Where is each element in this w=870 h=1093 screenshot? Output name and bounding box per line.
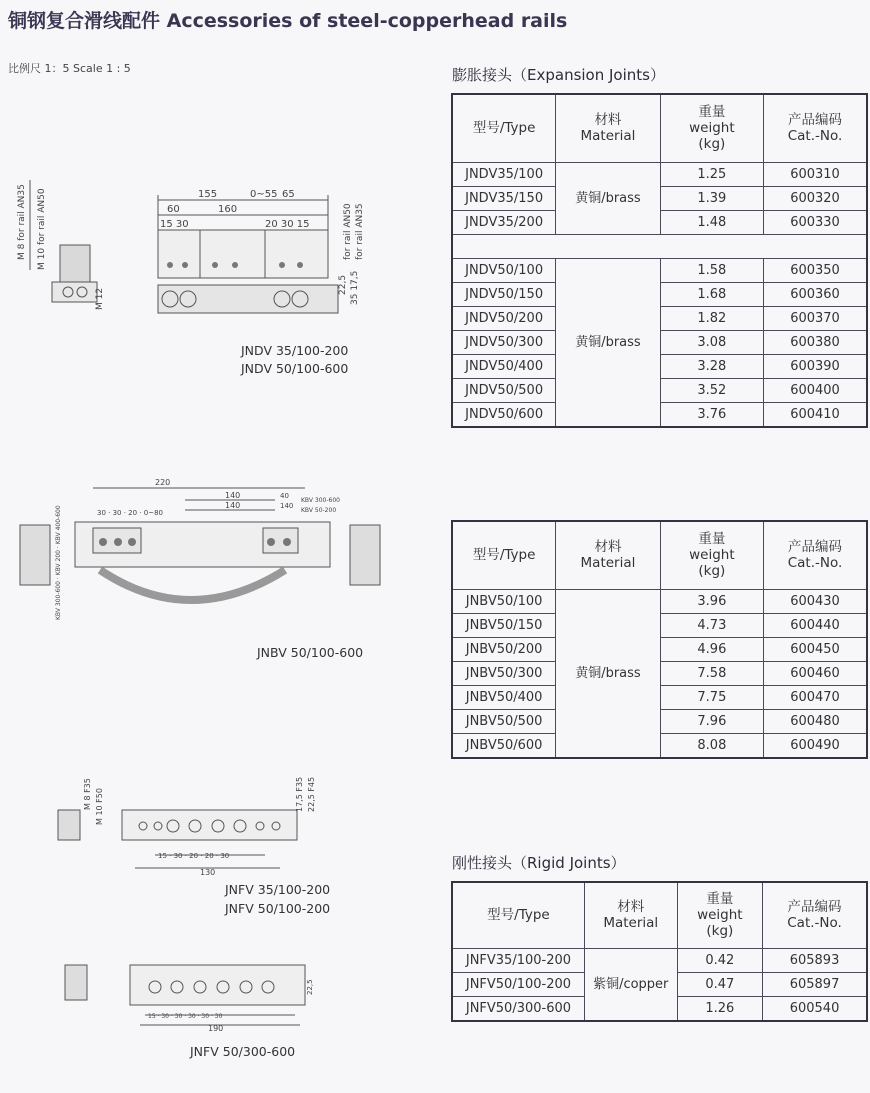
dim-row: 15 · 30 · 30 · 30 · 30 · 30 <box>148 1013 223 1020</box>
dim-15-30: 15 30 <box>160 219 189 230</box>
dim-130: 130 <box>200 868 216 877</box>
scale-note: 比例尺 1：5 Scale 1 : 5 <box>8 62 131 75</box>
table-row: JNFV50/300-600 1.26 600540 <box>452 996 867 1021</box>
jnfv50-label: JNFV 50/100-200 <box>225 901 331 916</box>
table-row: JNDV50/500 3.52 600400 <box>452 378 867 402</box>
dim-m8-f35: M 8 F35 <box>83 778 92 810</box>
table-header-row <box>452 94 867 162</box>
expansion-section-title: 膨胀接头（Expansion Joints） <box>452 66 665 84</box>
table-header-row: 型号/Type 材料 Material 重量 weight (kg) 产品编码 Cat.-No. <box>452 882 867 948</box>
table-row: JNBV50/150 4.73 600440 <box>452 613 867 637</box>
table-header-row: 型号/Type 材料 Material 重量 weight (kg) 产品编码 Cat.-No. <box>452 521 867 589</box>
table-row: JNDV50/200 1.82 600370 <box>452 306 867 330</box>
dim-155: 155 <box>198 189 218 200</box>
jndv-drawing <box>17 150 370 330</box>
table-row: JNDV50/600 3.76 600410 <box>452 402 867 427</box>
header-weight: 重量 weight (kg) <box>660 94 763 162</box>
dim-140b: 140 <box>225 501 241 510</box>
dim-vals: KBV 300-600 · KBV 200 · KBV 400-600 <box>55 505 62 620</box>
dim-17-5: 17,5 F35 <box>295 776 304 812</box>
table-row: JNBV50/300 7.58 600460 <box>452 661 867 685</box>
table-row: JNDV50/150 1.68 600360 <box>452 282 867 306</box>
jnfv-drawing <box>50 770 340 880</box>
dim-m10: M 10 for rail AN50 <box>37 188 47 270</box>
table-row: JNBV50/400 7.75 600470 <box>452 685 867 709</box>
table-row: JNBV50/600 8.08 600490 <box>452 733 867 758</box>
table-row: JNBV50/200 4.96 600450 <box>452 637 867 661</box>
table-row: JNDV50/100 黄铜/brass 1.58 600350 <box>452 258 867 282</box>
dim-row: 30 · 30 · 20 · 0~80 <box>97 509 163 517</box>
material-cell: 黄铜/brass <box>556 258 660 427</box>
table-row: JNFV35/100-200 紫铜/copper 0.42 605893 <box>452 948 867 972</box>
table-row: JNFV50/100-200 0.47 605897 <box>452 972 867 996</box>
table-row: JNDV50/400 3.28 600390 <box>452 354 867 378</box>
jndv35-label: JNDV 35/100-200 <box>241 343 349 358</box>
dim-22-5: 22,5 F45 <box>307 776 316 812</box>
rigid-table <box>451 881 868 1022</box>
table-row: JNDV35/200 1.48 600330 <box>452 210 867 234</box>
dim-side: 22,5 <box>306 979 314 995</box>
dim-220: 220 <box>155 478 171 487</box>
dim-140c: 140 <box>280 502 294 510</box>
dim-60: 60 <box>167 204 180 215</box>
dim-160: 160 <box>218 204 238 215</box>
table-row: JNBV50/100 黄铜/brass 3.96 600430 <box>452 589 867 613</box>
header-material: 材料 Material <box>556 94 660 162</box>
table-row: JNDV35/150 1.39 600320 <box>452 186 867 210</box>
dim-40: 40 <box>280 492 289 500</box>
dim-row: 15 · 30 · 20 · 20 · 30 <box>158 852 230 860</box>
table-spacer-row <box>452 234 867 258</box>
jnbv-label: JNBV 50/100-600 <box>257 645 364 660</box>
dim-140a: 140 <box>225 491 241 500</box>
table-row: JNBV50/500 7.96 600480 <box>452 709 867 733</box>
material-cell: 黄铜/brass <box>556 162 660 234</box>
dim-m12: M 12 <box>95 287 105 310</box>
jnfv300-label: JNFV 50/300-600 <box>190 1044 296 1059</box>
dim-65: 65 <box>282 189 295 200</box>
dim-kbv300: KBV 300-600 <box>301 497 340 504</box>
expansion-table <box>451 93 868 428</box>
jnfv300-drawing <box>60 955 330 1035</box>
dim-35-17-5: 35 17,5 <box>350 270 360 305</box>
material-cell: 紫铜/copper <box>584 948 677 1021</box>
jndv50-label: JNDV 50/100-600 <box>241 361 349 376</box>
jnbv-table <box>451 520 868 759</box>
page-title: 铜钢复合滑线配件 Accessories of steel-copperhead rails <box>8 10 568 32</box>
header-cat: 产品编码 Cat.-No. <box>764 94 867 162</box>
jnbv-drawing <box>5 470 405 630</box>
header-type: 型号/Type <box>452 94 556 162</box>
jnfv35-label: JNFV 35/100-200 <box>225 882 331 897</box>
table-row: JNDV35/100 黄铜/brass 1.25 600310 <box>452 162 867 186</box>
dim-m10-f50: M 10 F50 <box>95 788 104 825</box>
material-cell: 黄铜/brass <box>556 589 660 758</box>
dim-kbv50: KBV 50-200 <box>301 507 337 514</box>
dim-m8: M 8 for rail AN35 <box>17 184 27 260</box>
dim-190: 190 <box>208 1024 224 1033</box>
dim-20-30-15: 20 30 15 <box>265 219 310 230</box>
dim-22-5: 22,5 <box>338 274 348 295</box>
dim-rail-an35: for rail AN35 <box>355 203 365 260</box>
rigid-section-title: 刚性接头（Rigid Joints） <box>452 854 626 872</box>
dim-0-55: 0~55 <box>250 189 278 200</box>
dim-rail-an50: for rail AN50 <box>343 203 353 260</box>
table-row: JNDV50/300 3.08 600380 <box>452 330 867 354</box>
